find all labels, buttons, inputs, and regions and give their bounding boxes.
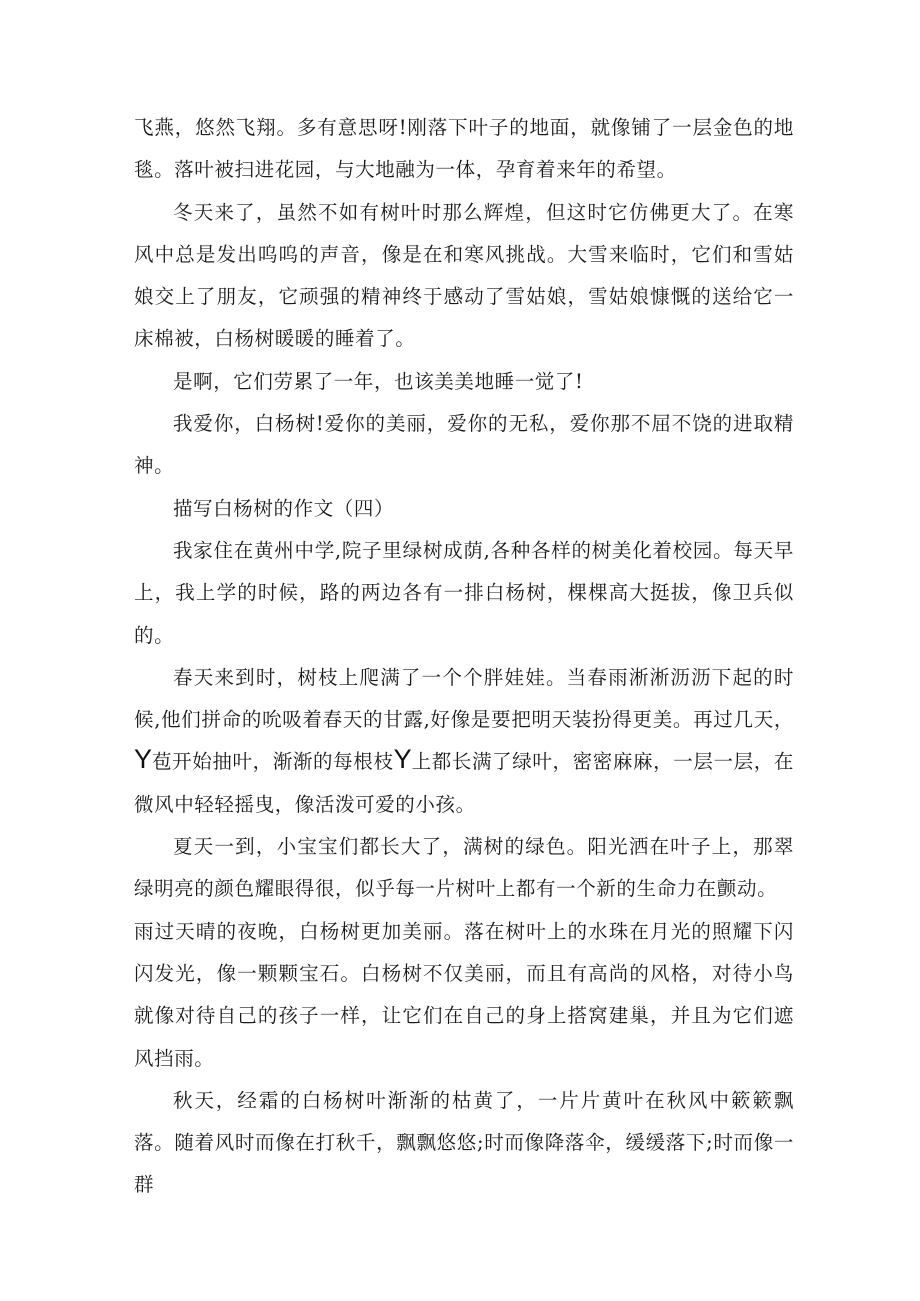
essay-title-four: 描写白杨树的作文（四） (173, 496, 395, 520)
paragraph-rest: 是啊，它们劳累了一年，也该美美地睡一觉了! (173, 369, 584, 393)
spring-text-part-2: 苞开始抽叶，渐渐的每根枝 (152, 750, 394, 774)
paragraph-winter: 冬天来了，虽然不如有树叶时那么辉煌，但这时它仿佛更大了。在寒风中总是发出呜呜的声音，像是在和寒风挑战。大雪来临时，它们和雪姑娘交上了朋友，它顽强的精神终于感动了雪姑娘，雪姑娘慷慨的送给它一床棉被，白杨树暖暖的睡着了。 (134, 200, 794, 351)
essay-body (134, 107, 794, 1207)
paragraph-love: 我爱你，白杨树!爱你的美丽，爱你的无私，爱你那不屈不饶的进取精神。 (134, 412, 794, 478)
paragraph-autumn: 秋天，经霜的白杨树叶渐渐的枯黄了，一片片黄叶在秋风中簌簌飘落。随着风时而像在打秋千，飘飘悠悠;时而像降落伞，缓缓落下;时而像一群 (134, 1088, 794, 1197)
paragraph-autumn-continued: 飞燕，悠然飞翔。多有意思呀!刚落下叶子的地面，就像铺了一层金色的地毯。落叶被扫进花园，与大地融为一体，孕育着来年的希望。 (134, 116, 794, 182)
paragraph-school: 我家住在黄州中学,院子里绿树成荫,各种各样的树美化着校园。每天早上，我上学的时候，路的两边各有一排白杨树，棵棵高大挺拔，像卫兵似的。 (134, 538, 794, 647)
paragraph-spring (134, 657, 794, 826)
spring-text-part-1: 春天来到时，树枝上爬满了一个个胖娃娃。当春雨淅淅沥沥下起的时候,他们拼命的吮吸着春天的甘露,好像是要把明天装扮得更美。再过几天， (134, 665, 794, 732)
paragraph-rain-night: 雨过天晴的夜晚，白杨树更加美丽。落在树叶上的水珠在月光的照耀下闪闪发光，像一颗颗宝石。白杨树不仅美丽，而且有高尚的风格，对待小鸟就像对待自己的孩子一样，让它们在自己的身上搭窝建巢，并且为它们遮风挡雨。 (134, 919, 794, 1070)
paragraph-summer: 夏天一到，小宝宝们都长大了，满树的绿色。阳光洒在叶子上，那翠绿明亮的颜色耀眼得很，似乎每一片树叶上都有一个新的生命力在颤动。 (134, 835, 794, 901)
spring-text-part-3: 上都长满了绿叶，密密麻麻，一层一层，在微风中轻轻摇曳，像活泼可爱的小孩。 (134, 750, 795, 816)
y-glyph-1: Y (134, 744, 153, 775)
y-glyph-2: Y (393, 744, 412, 775)
